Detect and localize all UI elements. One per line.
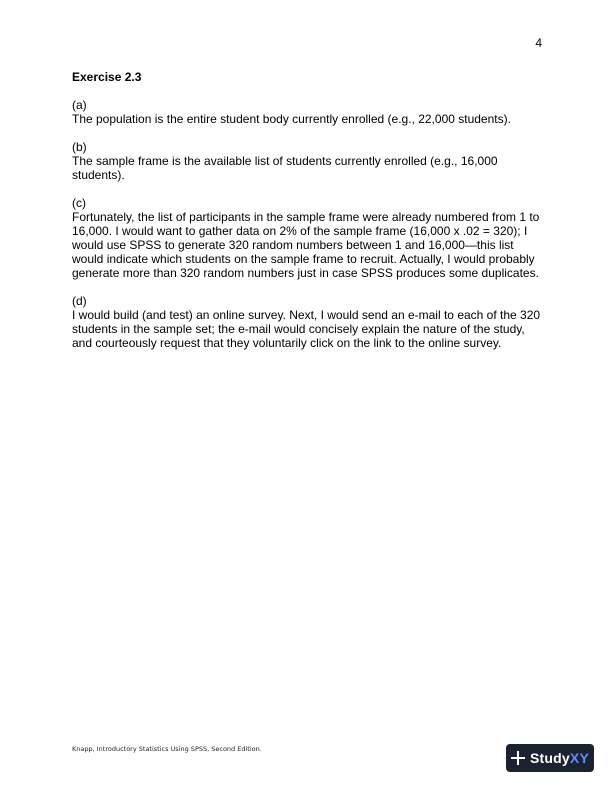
part-b	[72, 140, 544, 182]
part-text: Fortunately, the list of participants in the sample frame were already numbered from 1 to 16,000. I would want to gather data on 2% of the sample frame (16,000 x .02 = 320); I would use SPSS to generate 320 random numbers between 1 and 16,000—this list would indicate which students on the sample frame to recruit. Actually, I would probably generate more than 320 random numbers just in case SPSS produces some duplicates.	[72, 210, 540, 280]
page-number: 4	[535, 36, 542, 50]
part-label: (c)	[72, 196, 86, 210]
logo-text	[530, 750, 589, 766]
part-label: (d)	[72, 294, 87, 308]
exercise-title: Exercise 2.3	[72, 70, 142, 84]
logo-text-accent: XY	[569, 750, 589, 766]
part-d	[72, 294, 544, 350]
plus-icon	[511, 751, 525, 765]
document-body	[72, 70, 544, 364]
footer-citation: Knapp, Introductory Statistics Using SPSS, Second Edition.	[72, 745, 262, 753]
part-text: The sample frame is the available list of students currently enrolled (e.g., 16,000 students).	[72, 154, 498, 182]
part-text: I would build (and test) an online survey. Next, I would send an e-mail to each of the 320 students in the sample set; the e-mail would concisely explain the nature of the study, and courteously request that they voluntarily click on the link to the online survey.	[72, 308, 541, 350]
part-label: (b)	[72, 140, 87, 154]
logo-text-main: Study	[530, 750, 570, 766]
part-a	[72, 98, 544, 126]
studyxy-logo[interactable]	[506, 744, 594, 772]
part-label: (a)	[72, 98, 87, 112]
part-c	[72, 196, 544, 280]
part-text: The population is the entire student body currently enrolled (e.g., 22,000 students).	[72, 112, 511, 126]
